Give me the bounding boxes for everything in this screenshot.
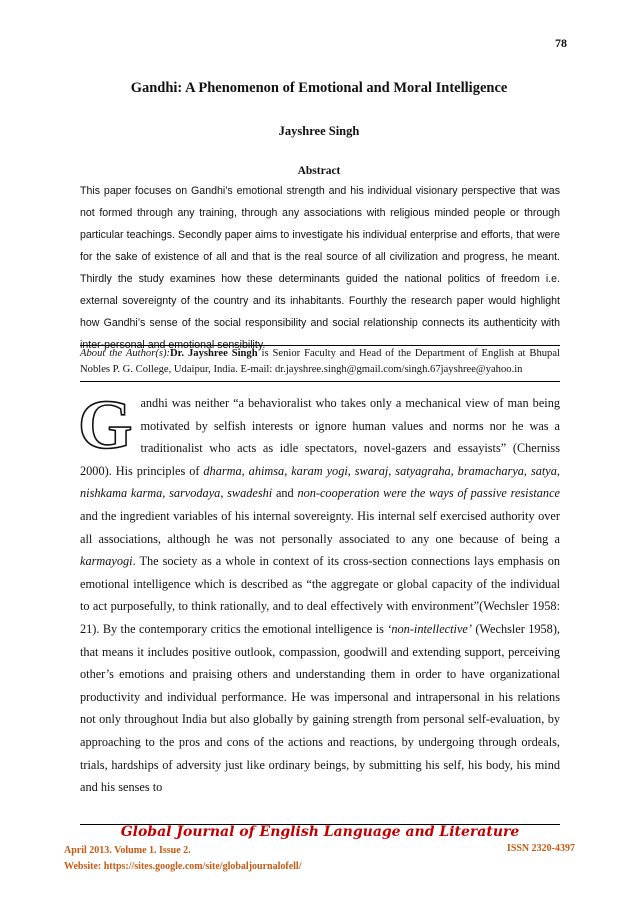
abstract-text: This paper focuses on Gandhi’s emotional strength and his individual visionary perspective that was not formed through any training, through any associations with religious minded people or through particular teachings. Secondly paper aims to investigate his individual enterprise and efforts, that were for the sake of existence of all and that is the real source of all civilization and progress, he meant. Thirdly the study examines how these determinants guided the national politics of freedom i.e. external sovereignty of the country and its inhabitants. Fourthly the research paper would highlight how Gandhi’s sense of the social responsibility and social relationship connects its authenticity with inter-personal and emotional sensibility. [80,185,560,351]
page-number: 78 [555,36,567,50]
body-paragraph [78,387,560,799]
about-author-name: Dr. Jayshree Singh [170,348,258,359]
body-text-1: andhi was neither “a behavioralist who takes only a mechanical view of man being motivated by selfish interests or ignore human values and norms nor he was a traditionalist who acts as idle spectators, novel-gazers and essayists” (Cherniss 2000). His principles of [80,396,560,478]
drop-cap: G [78,387,133,464]
body-text-6: (Wechsler 1958), that means it includes positive outlook, compassion, goodwill and extending support, perceiving other’s emotions and praising others and understanding them in order to have organizational productivity and individual performance. He was impersonal and intrapersonal in his relations not only throughout India but also globally by gaining strength from personal self-evaluation, by approaching to the pros and cons of the actions and reactions, by undergoing through ordeals, trials, hardships of adversity just like ordinary beings, by submitting his self, his body, his mind and his senses to [80,621,560,795]
footer-left [64,843,301,875]
journal-name: Global Journal of English Language and Literature [120,824,520,840]
body-text-3: and [272,486,298,501]
about-author [80,346,560,378]
body-text-2: , [220,486,228,501]
body-text-4: and the ingredient variables of his internal sovereignty. His internal self exercised authority over all associations, although he was not personally associated to any one because of being a [80,508,560,546]
body-italic-5: ‘non-intellective’ [387,621,472,636]
body-italic-2: swadeshi [227,486,273,501]
author-name: Jayshree Singh [278,124,360,138]
footer-issn: ISSN 2320-4397 [506,843,575,854]
footer-website: Website: https://sites.google.com/site/globaljournalofell/ [64,861,302,872]
about-author-text: is Senior Faculty and Head of the Department of English at Bhupal Nobles P. G. College, Udaipur, India. E-mail: dr.jayshree.singh@gmail.com/singh.67jayshree@yahoo.in [80,348,560,375]
body-italic-1: dharma, ahimsa, karam yogi, swaraj, satyagraha, bramacharya, satya, nishkama karma, sarvodaya [80,463,560,501]
about-label: About the Author(s): [80,348,171,359]
footer-issue: April 2013. Volume 1. Issue 2. [64,845,191,856]
body-italic-3: non-cooperation were the ways of passive resistance [297,486,560,501]
abstract-heading: Abstract [297,165,341,177]
about-bottom-rule [80,381,560,382]
paper-title: Gandhi: A Phenomenon of Emotional and Moral Intelligence [130,80,508,96]
body-italic-4: karmayogi [80,554,133,569]
body-text-5: . The society as a whole in context of its cross-section connections lays emphasis on emotional intelligence which is described as “the aggregate or global capacity of the individual to act purposefully, to think rationally, and to deal effectively with environment”(Wechsler 1958: 21). By the contemporary critics the emotional intelligence is [80,554,560,636]
